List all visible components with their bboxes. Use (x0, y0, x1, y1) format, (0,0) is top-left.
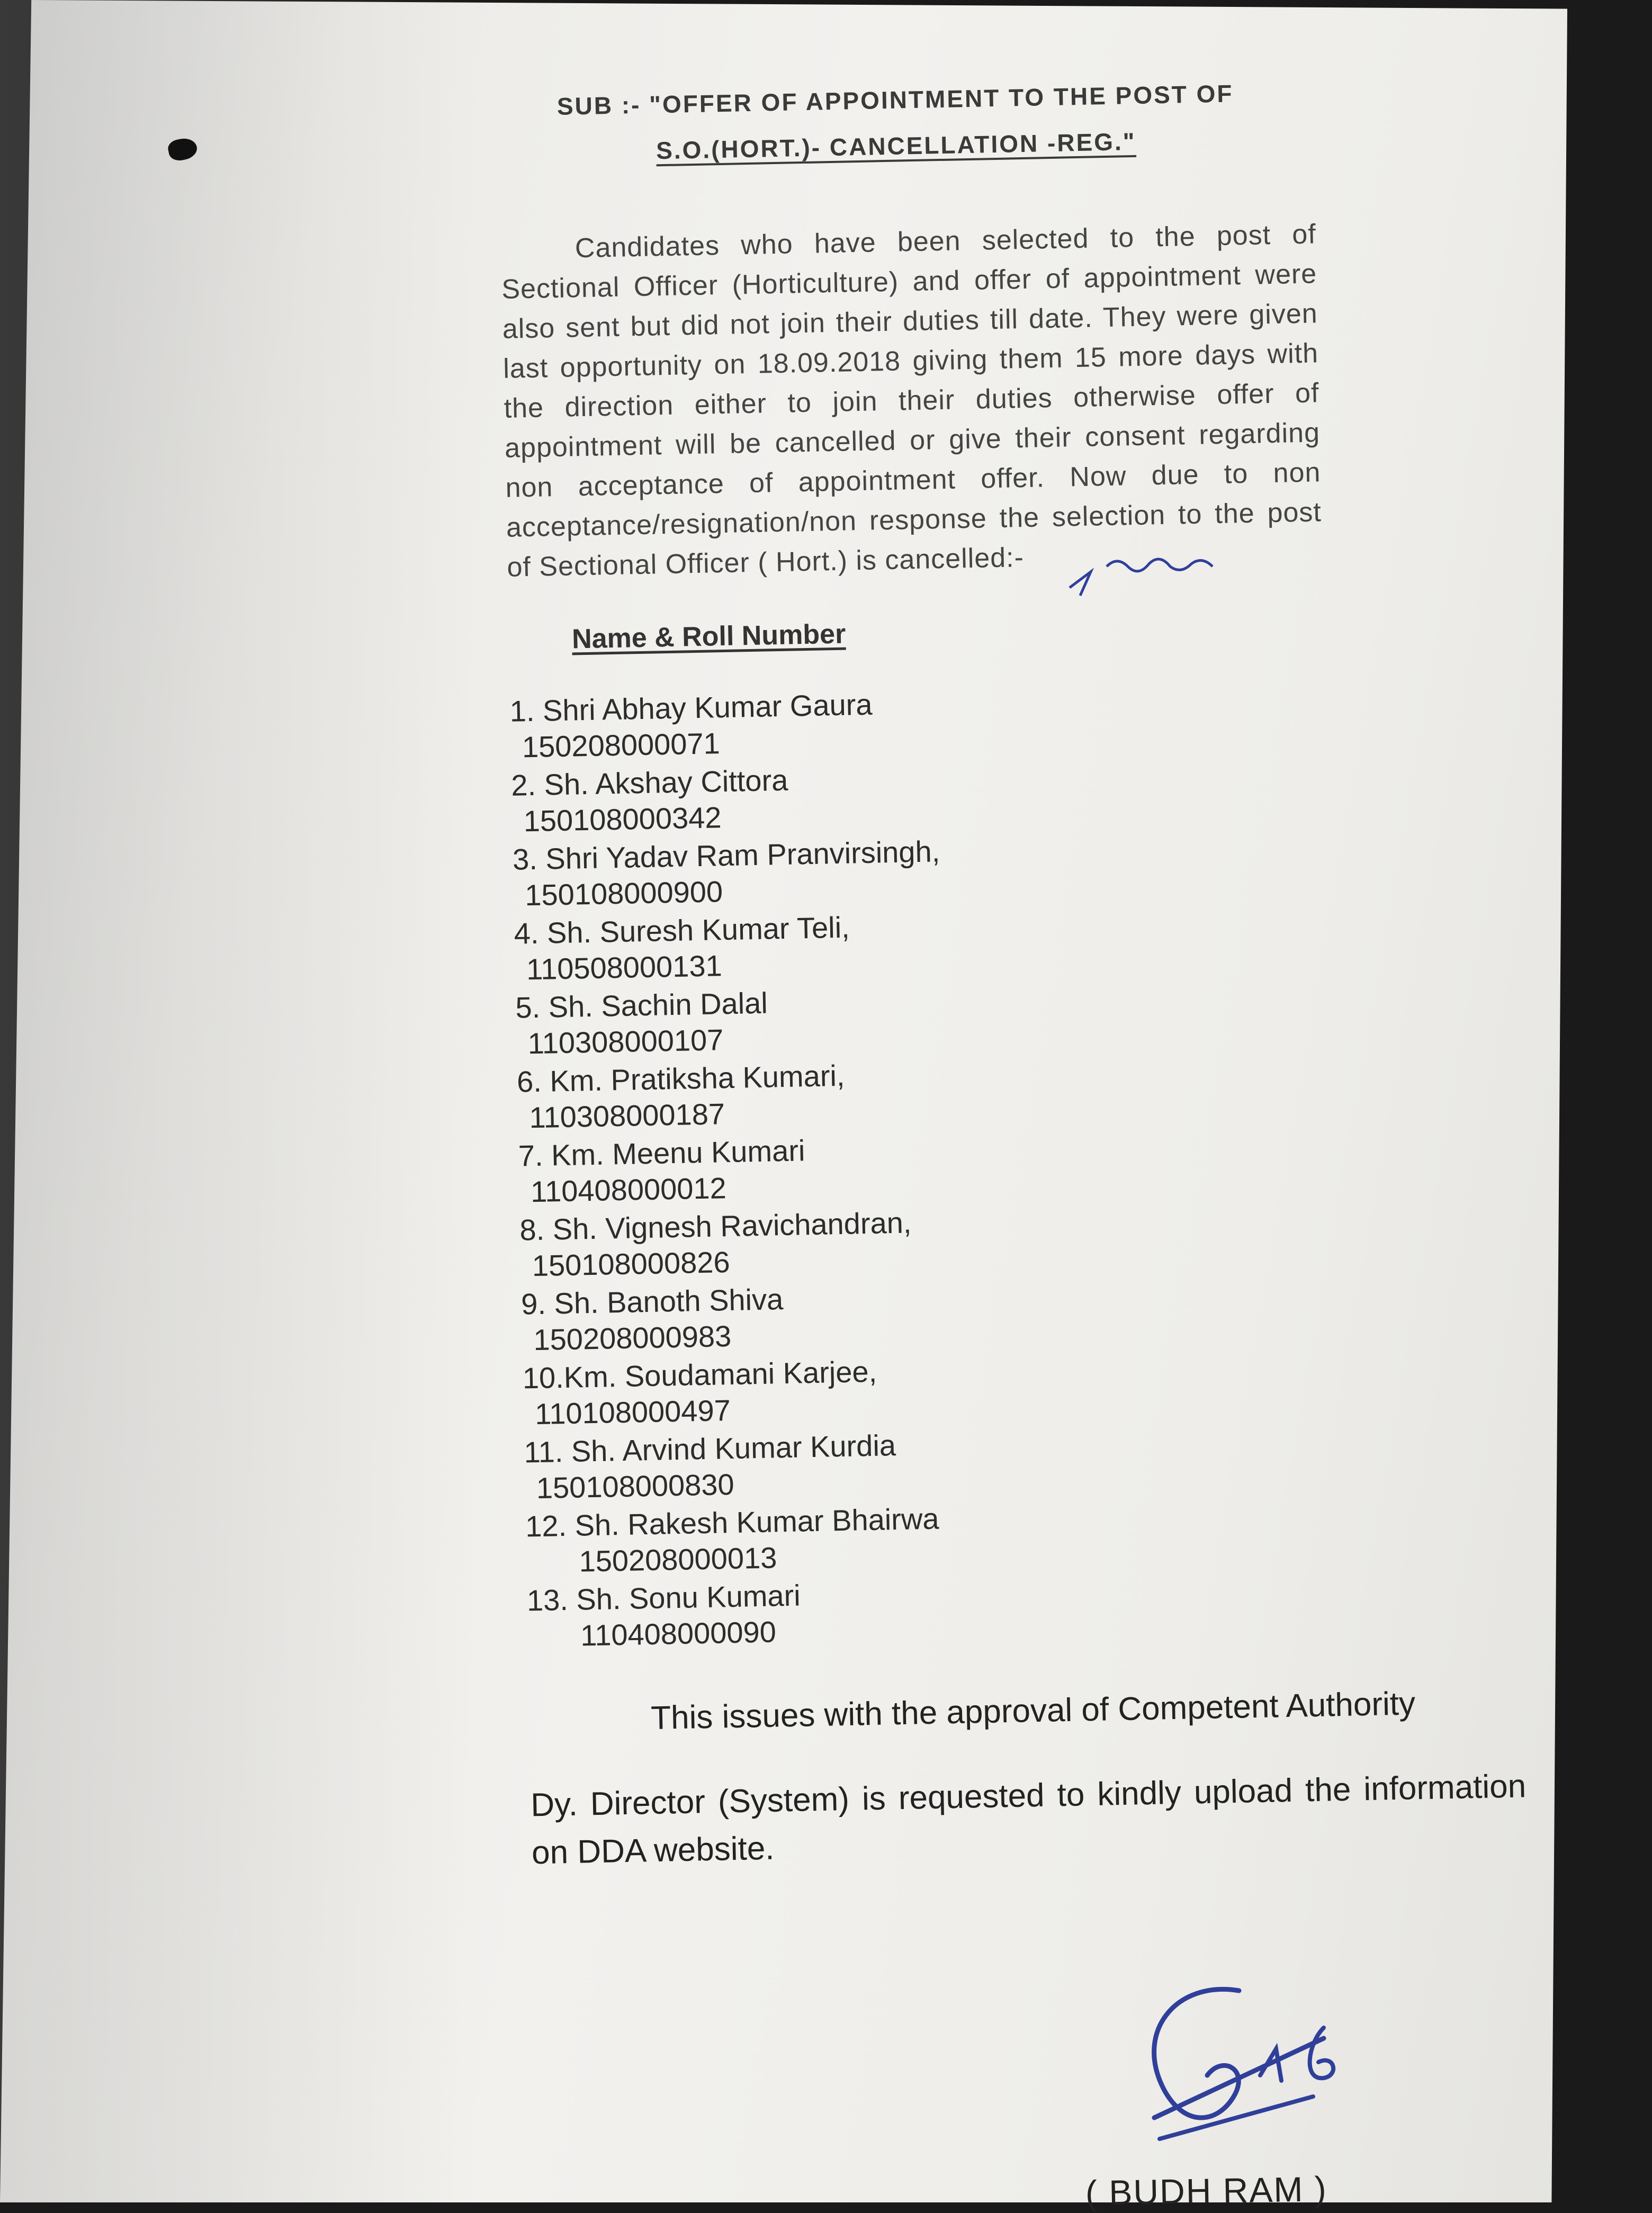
candidate-name: 11. Sh. Arvind Kumar Kurdia (523, 1428, 896, 1469)
candidate-name: 2. Sh. Akshay Cittora (510, 763, 788, 802)
roll-number: 110308000187 (528, 1096, 725, 1134)
roll-number: 110308000107 (527, 1022, 724, 1060)
signature-mark (1101, 1969, 1398, 2160)
candidate-name: 12. Sh. Rakesh Kumar Bhairwa (525, 1501, 940, 1543)
letter-content (498, 66, 1538, 1877)
roll-number: 150108000826 (532, 1245, 731, 1282)
candidate-name: 1. Shri Abhay Kumar Gaura (509, 687, 873, 728)
candidate-name: 9. Sh. Banoth Shiva (520, 1282, 784, 1321)
body-paragraph: Candidates who have been selected to the post of Sectional Officer (Horticulture) and offer of appointment were also sent but did not join their duties till date. They were given last opportunity on 18.09.2018 giving them 15 more days with the direction either to join their duties otherwise offer of appointment will be cancelled or give their consent regarding non acceptance of appointment offer. Now due to non acceptance/resignation/non response the selection to the post of Sectional Officer ( Hort.) is cancelled:- (501, 219, 1322, 583)
candidate-name: 13. Sh. Sonu Kumari (526, 1578, 801, 1617)
signatory-name: ( BUDH RAM ) (1085, 2169, 1328, 2212)
roll-number: 110408000090 (580, 1615, 777, 1652)
roll-number: 150108000900 (524, 874, 723, 912)
candidate-list (509, 674, 1534, 1654)
subject-line-2: S.O.(HORT.)- CANCELLATION -REG." (656, 128, 1137, 165)
subject-line-1: SUB :- "OFFER OF APPOINTMENT TO THE POST OF (556, 79, 1234, 120)
roll-number: 150208000013 (578, 1541, 777, 1578)
candidate-name: 3. Shri Yadav Ram Pranvirsingh, (512, 834, 940, 876)
roll-number: 150108000830 (536, 1467, 735, 1505)
candidate-name: 6. Km. Pratiksha Kumari, (516, 1058, 845, 1099)
roll-number: 110108000497 (534, 1393, 731, 1431)
candidate-name: 5. Sh. Sachin Dalal (515, 986, 768, 1024)
roll-number: 150208000983 (533, 1319, 732, 1356)
candidate-name: 4. Sh. Suresh Kumar Teli, (514, 910, 850, 950)
roll-number: 150208000071 (522, 726, 721, 764)
roll-number: 110408000012 (530, 1171, 727, 1208)
request-paragraph: Dy. Director (System) is requested to kindly upload the information on DDA website. (530, 1768, 1527, 1872)
handwritten-correction (1059, 551, 1250, 598)
roll-number: 110508000131 (526, 948, 723, 986)
subject-block (498, 69, 1294, 177)
candidate-name: 10.Km. Soudamani Karjee, (522, 1354, 877, 1395)
candidate-name: 8. Sh. Vignesh Ravichandran, (519, 1206, 912, 1247)
candidate-name: 7. Km. Meenu Kumari (518, 1134, 805, 1173)
list-heading: Name & Roll Number (571, 618, 846, 655)
approval-paragraph: This issues with the approval of Competent Authority (650, 1685, 1416, 1737)
roll-number: 150108000342 (523, 800, 722, 838)
